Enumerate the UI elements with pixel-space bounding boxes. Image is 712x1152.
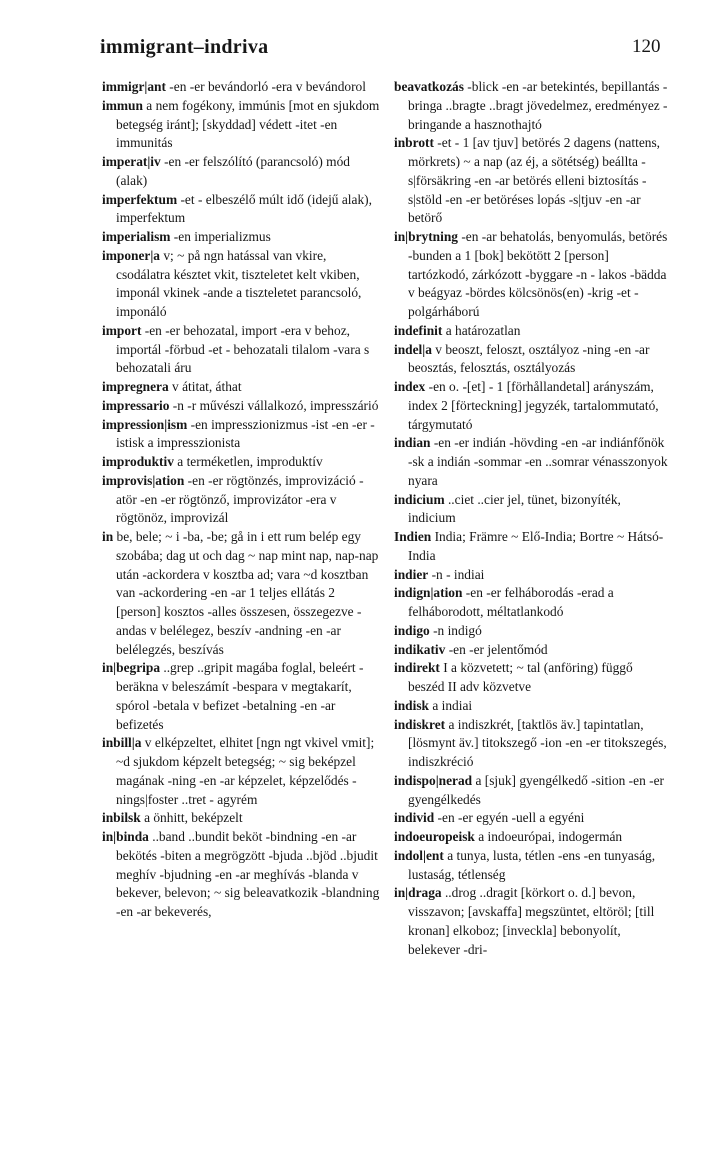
dictionary-entry: indigo -n indigó — [394, 622, 482, 638]
dictionary-entry: individ -en -er egyén -uell a egyéni — [394, 810, 585, 826]
dictionary-entry: impression|ism -en impresszionizmus -ist -en -er -istisk a impresszionista — [102, 416, 375, 451]
dictionary-entry: immigr|ant -en -er bevándorló -era v bevándorol — [102, 79, 366, 94]
dictionary-entry: impregnera v átitat, áthat — [102, 379, 242, 394]
dictionary-entry: indicium ..ciet ..cier jel, tünet, bizonyíték, indicium — [394, 491, 621, 526]
dictionary-entry: imperfektum -et - elbeszélő múlt idő (idejű alak), imperfektum — [102, 191, 372, 226]
dictionary-entry: indisk a indiai — [394, 697, 473, 713]
dictionary-entry: index -en o. -[et] - 1 [förhållandetal] arányszám, index 2 [förteckning] jegyzék, tartalommutató, tárgymutató — [394, 379, 659, 432]
dictionary-entry: impressario -n -r művészi vállalkozó, impresszárió — [102, 397, 379, 413]
page-number: 120 — [632, 36, 661, 57]
right-column — [394, 78, 670, 959]
dictionary-entry: indier -n - indiai — [394, 566, 485, 582]
dictionary-entry: indirekt I a közvetett; ~ tal (anföring) függő beszéd II adv közvetve — [394, 660, 633, 694]
dictionary-entry: imperat|iv -en -er felszólító (parancsoló) mód (alak) — [102, 154, 350, 188]
dictionary-entry: in|brytning -en -ar behatolás, benyomulás, betörés -bunden a 1 [bok] bekötött 2 [person] tartózkodó, zárkózott -byggare -n - lakos -bädda v beágyaz -bördes kölcsönös(en) -krig -et - polgárháború — [394, 229, 668, 319]
dictionary-entry: indispo|nerad a [sjuk] gyengélkedő -sition -en -er gyengélkedés — [394, 772, 664, 807]
dictionary-entry: imponer|a v; ~ på ngn hatással van vkire, csodálatra késztet vkit, tiszteletet kelt vkiben, imponál vkinek -ande a tiszteletet parancsoló, imponáló — [102, 247, 362, 319]
dictionary-entry: in|begripa ..grep ..gripit magába foglal, beleért -beräkna v beleszámít -bespara v megtakarít, spórol -betala v befizet -betalning -en -ar befizetés — [102, 660, 364, 732]
running-head: immigrant–indriva — [100, 36, 269, 58]
dictionary-entry: improvis|ation -en -er rögtönzés, improvizáció -atör -en -er rögtönző, improvizátor -era v rögtönöz, improvizál — [102, 472, 364, 526]
dictionary-entry: immun a nem fogékony, immúnis [mot en sjukdom betegség iránt]; [skyddad] védett -itet -en immunitás — [102, 97, 380, 151]
dictionary-entry: indefinit a határozatlan — [394, 322, 521, 338]
dictionary-entry: indign|ation -en -er felháborodás -erad a felháborodott, méltatlankodó — [394, 585, 614, 619]
dictionary-entry: inbilsk a önhitt, beképzelt — [102, 810, 243, 826]
dictionary-entry: indoeuropeisk a indoeurópai, indogermán — [394, 829, 623, 844]
dictionary-entry: import -en -er behozatal, import -era v behoz, importál -förbud -et - behozatali tilalom -vara s behozatali áru — [102, 322, 370, 376]
dictionary-entry: indol|ent a tunya, lusta, tétlen -ens -en tunyaság, lustaság, tétlenség — [394, 847, 656, 882]
dictionary-entry: improduktiv a terméketlen, improduktív — [102, 454, 323, 469]
dictionary-entry: indiskret a indiszkrét, [taktlös äv.] tapintatlan, [lösmynt äv.] titokszegő -ion -en -er titokszegés, indiszkréció — [394, 716, 667, 769]
dictionary-entry: Indien India; Främre ~ Elő-India; Bortre ~ Hátsó-India — [394, 529, 664, 563]
dictionary-entry: imperialism -en imperializmus — [102, 229, 271, 244]
dictionary-entry: in|draga ..drog ..dragit [körkort o. d.] bevon, visszavon; [avskaffa] megszüntet, eltöröl; [till kronan] elkoboz; [inveckla] bebonyolít, belekever -dri- — [394, 885, 655, 957]
dictionary-entry: inbill|a v elképzeltet, elhitet [ngn ngt vkivel vmit]; ~d sjukdom képzelt betegség; ~ sig beképzel magának -ning -en -ar képzelet, képzelődés -nings|foster ..tret - agyrém — [102, 735, 375, 807]
dictionary-entry: inbrott -et - 1 [av tjuv] betörés 2 dagens (nattens, mörkrets) ~ a nap (az éj, a sötétség) beállta -s|försäkring -en -ar betörés elleni biztosítás -s|stöld -en -er betöréses lopás -s|tjuv -en -ar betörő — [394, 135, 661, 226]
dictionary-entry: in be, bele; ~ i -ba, -be; gå in i ett rum belép egy szobába; dag ut och dag ~ nap mint nap, nap-nap után -ackordera v kosztba ad; vara ~d kosztban van -ackordering -en -ar 1 teljes ellátás 2 [person] kosztos -alles összesen, összegezve -andas v belélegez, beszív -andning -en -ar belélegzés, beszívás — [102, 529, 379, 657]
dictionary-entry: indikativ -en -er jelentőmód — [394, 641, 548, 657]
dictionary-entry: indian -en -er indián -hövding -en -ar indiánfőnök -sk a indián -sommar -en ..somrar vénasszonyok nyara — [394, 435, 668, 488]
left-column — [102, 78, 380, 922]
dictionary-entry: in|binda ..band ..bundit beköt -bindning -en -ar bekötés -biten a megrögzött -bjuda ..bjöd ..bjudit meghív -bjudning -en -ar meghívás -blanda v bekever, belevon; ~ sig beleavatkozik -blandning -en -ar bekeverés, — [102, 829, 380, 919]
dictionary-entry: indel|a v beoszt, feloszt, osztályoz -ning -en -ar beosztás, felosztás, osztályozás — [394, 341, 650, 376]
dictionary-entry: beavatkozás -blick -en -ar betekintés, bepillantás -bringa ..bragte ..bragt jövedelmez, eredményez -bringande a hasznothajtó — [394, 79, 668, 132]
